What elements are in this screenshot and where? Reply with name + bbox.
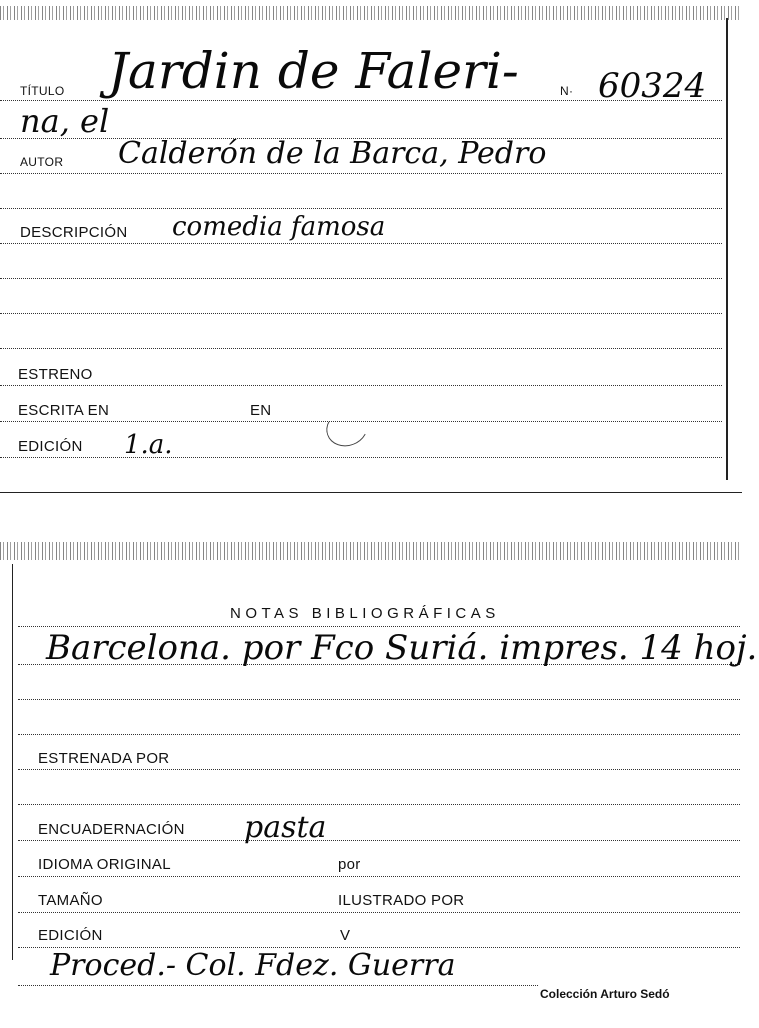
rule-idioma	[18, 876, 740, 877]
tamano-label: TAMAÑO	[38, 892, 103, 909]
rule-blank-1	[0, 208, 722, 209]
titulo-continuation: na, el	[20, 102, 110, 140]
idioma-original-label: IDIOMA ORIGINAL	[38, 856, 171, 873]
procedencia-handwritten: Proced.- Col. Fdez. Guerra	[50, 948, 456, 983]
descripcion-label: DESCRIPCIÓN	[20, 224, 128, 241]
card-right-border	[726, 18, 728, 480]
edicion-label: EDICIÓN	[18, 438, 83, 455]
edicion-handwritten: 1.a.	[124, 430, 173, 460]
catalog-number: 60324	[598, 66, 707, 106]
catalog-card-bottom	[0, 540, 759, 1028]
rule-blank	[18, 804, 740, 805]
por-label: por	[338, 856, 361, 873]
rule-blank-2	[0, 278, 722, 279]
rule-autor	[0, 173, 722, 174]
rule-blank-3	[0, 313, 722, 314]
rule-notas-3	[18, 699, 740, 700]
collection-footer: Colección Arturo Sedó	[540, 987, 670, 1001]
rule-descripcion	[0, 243, 722, 244]
card-top-edge-texture	[0, 6, 742, 20]
rule-edicion	[0, 457, 722, 458]
descripcion-handwritten: comedia famosa	[172, 212, 386, 242]
ink-smudge	[321, 404, 373, 452]
card-left-border	[12, 564, 13, 960]
ilustrado-por-label: ILUSTRADO POR	[338, 892, 465, 909]
catalog-card-top	[0, 0, 759, 495]
estreno-label: ESTRENO	[18, 366, 93, 383]
titulo-label: TÍTULO	[20, 84, 65, 98]
rule-notas-4	[18, 734, 740, 735]
card-bottom-edge-texture	[0, 542, 742, 560]
rule-tamano	[18, 912, 740, 913]
card-bottom-border	[0, 492, 742, 493]
encuadernacion-handwritten: pasta	[244, 810, 327, 845]
v-label: V	[340, 927, 351, 944]
en-label: EN	[250, 402, 272, 419]
titulo-handwritten: Jardin de Faleri-	[108, 42, 519, 100]
edicion-label-bottom: EDICIÓN	[38, 927, 103, 944]
rule-notas-1	[18, 626, 740, 627]
autor-handwritten: Calderón de la Barca, Pedro	[118, 136, 547, 171]
notas-bibliograficas-heading: NOTAS BIBLIOGRÁFICAS	[230, 605, 500, 622]
number-prefix: N·	[560, 84, 574, 98]
rule-estrenada	[18, 769, 740, 770]
autor-label: AUTOR	[20, 155, 64, 169]
estrenada-por-label: ESTRENADA POR	[38, 750, 170, 767]
escrita-en-label: ESCRITA EN	[18, 402, 110, 419]
encuadernacion-label: ENCUADERNACIÓN	[38, 821, 185, 838]
rule-estreno	[0, 385, 722, 386]
rule-proced	[18, 985, 538, 986]
rule-blank-4	[0, 348, 722, 349]
notas-handwritten: Barcelona. por Fco Suriá. impres. 14 hoj.	[46, 628, 758, 668]
rule-encuadernacion	[18, 840, 740, 841]
